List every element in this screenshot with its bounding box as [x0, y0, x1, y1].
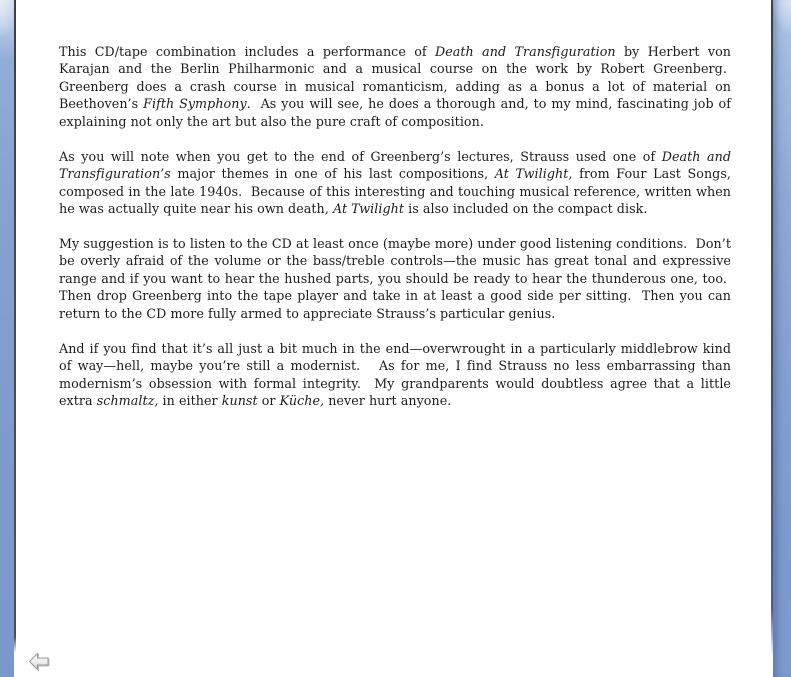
paragraph: My suggestion is to listen to the CD at least once (maybe more) under good listening conditions. Don’t be overly afraid of the volume or the bass/treble controls—the music has great tonal and expressive range and if you want to hear the hushed parts, you should be ready to hear the thunderous one, too. Then drop Greenberg into the tape player and take in at least a good side per sitting. Then you can return to the CD more fully armed to appreciate Strauss’s particular genius.: [59, 235, 731, 321]
back-button[interactable]: [27, 650, 53, 674]
document-page: [16, 0, 771, 677]
paragraph: And if you find that it’s all just a bit much in the end—overwrought in a particularly middlebrow kind of way—hell, maybe you’re still a modernist. As for me, I find Strauss no less embarrassing than modernism’s obsession with formal integrity. My grandparents would doubtless agree that a little extra schmaltz, in either kunst or Küche, never hurt anyone.: [59, 340, 731, 409]
left-margin-decoration: [0, 0, 14, 677]
left-page-border: [14, 0, 16, 677]
right-margin-decoration: [773, 0, 791, 677]
back-arrow-icon: [28, 652, 50, 672]
paragraph: As you will note when you get to the end of Greenberg’s lectures, Strauss used one of Death and Transfiguration’s major themes in one of his last compositions, At Twilight, from Four Last Songs, composed in the late 1940s. Because of this interesting and touching musical reference, written when he was actually quite near his own death, At Twilight is also included on the compact disk.: [59, 148, 732, 217]
article-text: [59, 43, 731, 427]
paragraph: This CD/tape combination includes a performance of Death and Transfiguration by Herbert von Karajan and the Berlin Philharmonic and a musical course on the work by Robert Greenberg. Greenberg does a crash course in musical romanticism, adding as a bonus a lot of material on Beethoven’s Fifth Symphony. As you will see, he does a thorough and, to my mind, fascinating job of explaining not only the art but also the pure craft of composition.: [59, 44, 731, 129]
